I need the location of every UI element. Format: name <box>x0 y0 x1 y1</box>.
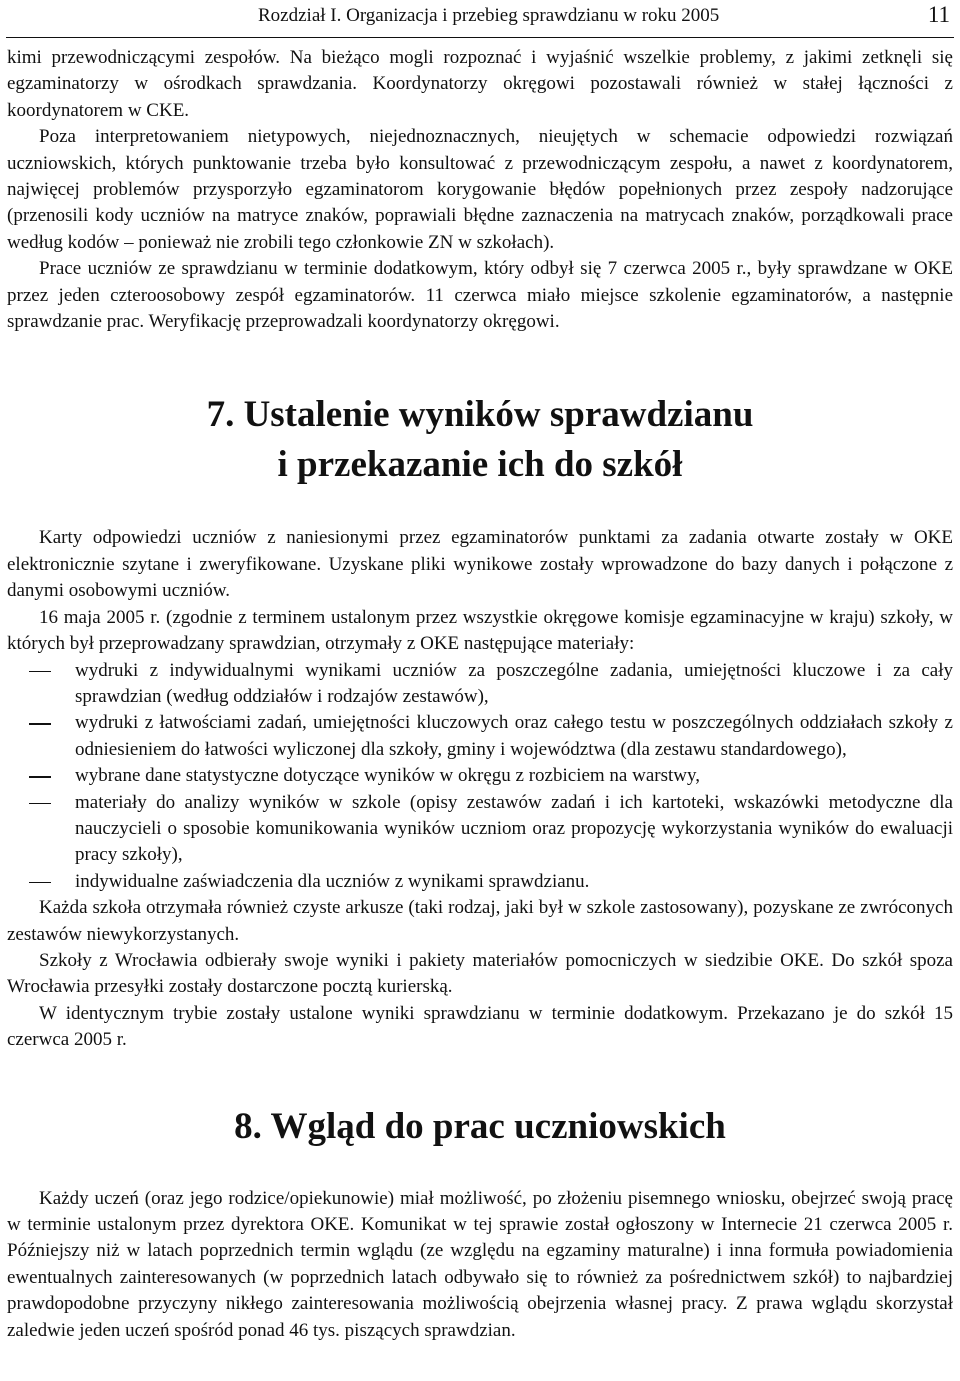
section-8-paragraph-1: Każdy uczeń (oraz jego rodzice/opiekunowie) miał możliwość, po złożeniu pisemnego wniosku, obejrzeć swoją pracę w terminie ustalonym przez dyrektora OKE. Komunikat w tej sprawie został ogłoszony w Internecie 21 czerwca 2005 r. Późniejszy niż w latach poprzednich termin wglądu (ze względu na egzaminy maturalne) i inna formuła powiadomienia ewentualnych zainteresowanych (w poprzednich latach odbywało się to również za pośrednictwem szkół) to najbardziej prawdopodobne przyczyny nikłego zainteresowania możliwością obejrzenia własnej pracy. Z prawa wglądu skorzystał zaledwie jeden uczeń spośród ponad 46 tys. piszących sprawdzian. <box>7 1187 953 1341</box>
page-header <box>0 0 960 40</box>
materials-list <box>7 658 953 896</box>
dash-bullet <box>29 803 51 805</box>
section-7-paragraph-5: W identycznym trybie zostały ustalone wyniki sprawdzianu w terminie dodatkowym. Przekazano je do szkół 15 czerwca 2005 r. <box>7 1002 953 1051</box>
list-item <box>7 869 953 895</box>
section-8-heading: 8. Wgląd do prac uczniowskich <box>234 1105 726 1147</box>
header-rule <box>6 37 954 38</box>
page-number: 11 <box>927 2 950 27</box>
page-body <box>7 45 953 1344</box>
dash-bullet <box>29 723 51 725</box>
dash-bullet <box>29 882 51 884</box>
section-7-paragraph-1: Karty odpowiedzi uczniów z naniesionymi przez egzaminatorów punktami za zadania otwarte zostały w OKE elektronicznie szytane i zweryfikowane. Uzyskane pliki wynikowe zostały wprowadzone do bazy danych i połączone z danymi osobowymi uczniów. <box>7 527 953 602</box>
running-title: Rozdział I. Organizacja i przebieg sprawdzianu w roku 2005 <box>258 5 720 26</box>
list-item-text: wybrane dane statystyczne dotyczące wyników w okręgu z rozbiciem na warstwy, <box>75 765 701 787</box>
list-item-text: wydruki z indywidualnymi wynikami uczniów za poszczególne zadania, umiejętności kluczowe i za cały sprawdzian (według oddziałów i rodzajów zestawów), <box>75 659 953 707</box>
list-item <box>7 763 953 789</box>
section-7-paragraph-3: Każda szkoła otrzymała również czyste arkusze (taki rodzaj, jaki był w szkole zastosowany), pozyskane ze zwróconych zestawów niewykorzystanych. <box>7 897 953 945</box>
list-item-text: wydruki z łatwościami zadań, umiejętności kluczowych oraz całego testu w poszczególnych oddziałach szkoły z odniesieniem do łatwości wyliczonej dla szkoły, gminy i województwa (dla zestawu standardowego), <box>75 712 953 760</box>
section-7-paragraph-2: 16 maja 2005 r. (zgodnie z terminem ustalonym przez wszystkie okręgowe komisje egzaminacyjne w kraju) szkoły, w których był przeprowadzany sprawdzian, otrzymały z OKE następujące materiały: <box>7 606 953 655</box>
dash-bullet <box>29 776 51 778</box>
list-item <box>7 710 953 763</box>
paragraph-interpretation: Poza interpretowaniem nietypowych, niejednoznacznych, nieujętych w schemacie odpowiedzi rozwiązań uczniowskich, których punktowanie trzeba było konsultować z przewodniczącym zespołu, a nawet z koordynatorem, najwięcej problemów przysporzyło egzaminatorom korygowanie błędów popełnionych przez zespoły nadzorujące (przenosili kody uczniów na matryce znaków, poprawiali błędne zaznaczenia na matrycach znaków, porządkowali prace według kodów – ponieważ nie zrobili tego członkowie ZN w szkołach). <box>7 126 953 253</box>
paragraph-additional-term: Prace uczniów ze sprawdzianu w terminie dodatkowym, który odbył się 7 czerwca 2005 r., były sprawdzane w OKE przez jeden czteroosobowy zespół egzaminatorów. 11 czerwca miało miejsce szkolenie egzaminatorów, a następnie sprawdzanie prac. Weryfikację przeprowadzali koordynatorzy okręgowi. <box>7 258 953 333</box>
section-7-title-line1: 7. Ustalenie wyników sprawdzianu <box>206 394 754 436</box>
section-7-title-line2: i przekazanie ich do szkół <box>277 444 683 486</box>
list-item-text: materiały do analizy wyników w szkole (opisy zestawów zadań i ich kartoteki, wskazówki metodyczne dla nauczycieli o sposobie komunikowania wyników uczniom oraz propozycję wykorzystania wyników do ewaluacji pracy szkoły), <box>75 791 953 866</box>
section-7-heading <box>7 390 953 490</box>
list-item-text: indywidualne zaświadczenia dla uczniów z wynikami sprawdzianu. <box>75 870 590 892</box>
section-7-paragraph-4: Szkoły z Wrocławia odbierały swoje wyniki i pakiety materiałów pomocniczych w siedzibie OKE. Do szkół spoza Wrocławia przesyłki zostały dostarczone pocztą kurierską. <box>7 949 953 998</box>
paragraph-continuation: kimi przewodniczącymi zespołów. Na bieżąco mogli rozpoznać i wyjaśnić wszelkie problemy, z jakimi zetknęli się egzaminatorzy w ośrodkach sprawdzania. Koordynatorzy okręgowi pozostawali również w stałej łączności z koordynatorem w CKE. <box>7 47 953 121</box>
list-item <box>7 658 953 711</box>
dash-bullet <box>29 671 51 673</box>
list-item <box>7 790 953 869</box>
